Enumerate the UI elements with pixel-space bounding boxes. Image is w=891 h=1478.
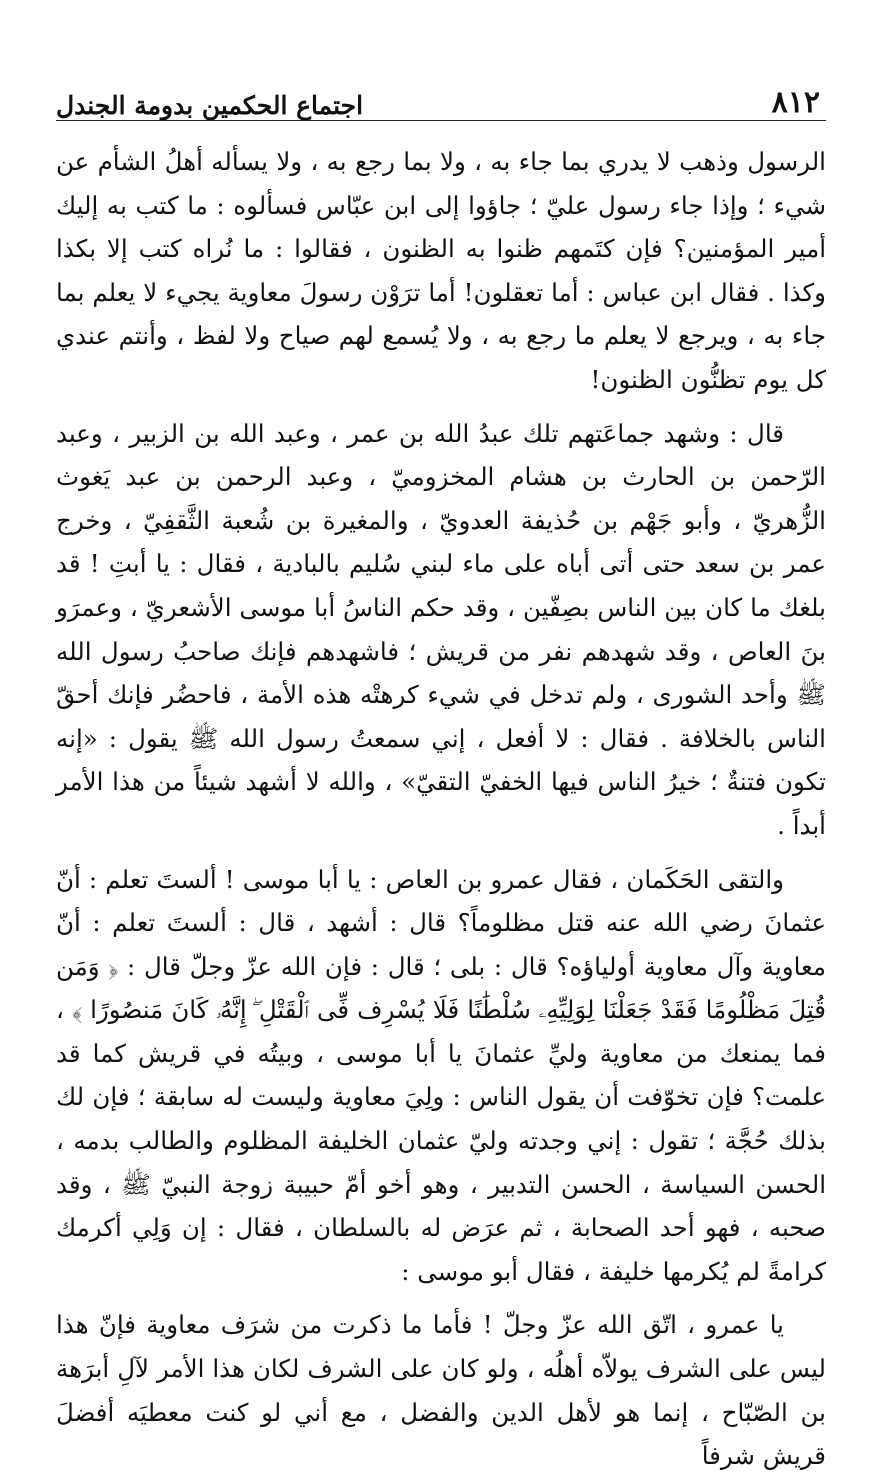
paragraph-gap: [56, 848, 826, 858]
running-title: اجتماع الحكمين بدومة الجندل: [56, 91, 364, 120]
paragraph-1: الرسول وذهب لا يدري بما جاء به ، ولا بما رجع به ، ولا يسأله أهلُ الشأم عن شيء ؛ وإذا جاء رسول عليّ ؛ جاؤوا إلى ابن عبّاس فسألوه : ما كتب به إليك أمير المؤمنين؟ فإن كتَمهم ظنوا به الظنون ، فقالوا : ما نُراه كتب إلا بكذا وكذا . فقال ابن عباس : أما تعقلون! أما ترَوْن رسولَ معاوية يجيء لا يعلم بما جاء به ، ويرجع لا يعلم ما رجع به ، ولا يُسمع لهم صياح ولا لفظ ، وأنتم عندي كل يوم تظنُّون الظنون!: [56, 147, 826, 394]
paragraph-3: والتقى الحَكَمان ، فقال عمرو بن العاص : يا أبا موسى ! ألستَ تعلم : أنّ عثمانَ رضي الله عنه قتل مظلوماً؟ قال : أشهد ، قال : ألستَ تعلم : أنّ معاوية وآل معاوية أولياؤه؟ قال : بلى ؛ قال : فإن الله عزّ وجلّ قال : ﴿ وَمَن قُتِلَ مَظْلُومًا فَقَدْ جَعَلْنَا لِوَلِيِّهِۦ سُلْطَٰنًا فَلَا يُسْرِف فِّى ٱلْقَتْلِ ۖ إِنَّهُۥ كَانَ مَنصُورًا ﴾ ، فما يمنعك من معاوية وليِّ عثمانَ يا أبا موسى ، وبيتُه في قريش كما قد علمت؟ فإن تخوّفت أن يقول الناس : ولِيَ معاوية وليست له سابقة ؛ فإن لك بذلك حُجَّة ؛ تقول : إني وجدته وليّ عثمان الخليفة المظلوم والطالب بدمه ، الحسن السياسة ، الحسن التدبير ، وهو أخو أمّ حبيبة زوجة النبيّ ﷺ ، وقد صحبه ، فهو أحد الصحابة ، ثم عرَض له بالسلطان ، فقال : إن وَلِي أكرمك كرامةً لم يُكرمها خليفة ، فقال أبو موسى :: [56, 864, 826, 1286]
page-number: ٨١٢: [771, 85, 820, 120]
page-header: [56, 82, 820, 118]
page-body: [56, 140, 826, 1478]
paragraph-gap: [56, 402, 826, 412]
paragraph-2: قال : وشهد جماعَتهم تلك عبدُ الله بن عمر ، وعبد الله بن الزبير ، وعبد الرّحمن بن الحارث بن هشام المخزوميّ ، وعبد الرحمن بن عبد يَغوث الزُّهريّ ، وأبو جَهْم بن حُذيفة العدويّ ، والمغيرة بن شُعبة الثَّقفِيّ ، وخرج عمر بن سعد حتى أتى أباه على ماء لبني سُليم بالبادية ، فقال : يا أبتِ ! قد بلغك ما كان بين الناس بصِفّين ، وقد حكم الناسُ أبا موسى الأشعريّ ، وعمرَو بنَ العاص ، وقد شهدهم نفر من قريش ؛ فاشهدهم فإنك صاحبُ رسول الله ﷺ وأحد الشورى ، ولم تدخل في شيء كرهتْه هذه الأمة ، فاحضُر فإنك أحقّ الناس بالخلافة . فقال : لا أفعل ، إني سمعتُ رسول الله ﷺ يقول : «إنه تكون فتنةٌ ؛ خيرُ الناس فيها الخفيّ التقيّ» ، والله لا أشهد شيئاً من هذا الأمر أبداً .: [56, 418, 826, 840]
paragraph-4: يا عمرو ، اتّق الله عزّ وجلّ ! فأما ما ذكرت من شرَف معاوية فإنّ هذا ليس على الشرف يولاّه أهلُه ، ولو كان على الشرف لكان هذا الأمر لآلِ أبرَهة بن الصّبّاح ، إنما هو لأهل الدين والفضل ، مع أني لو كنت معطيَه أفضلَ قريش شرفاً: [56, 1310, 826, 1471]
header-rule: [56, 120, 826, 121]
paragraph-gap: [56, 1293, 826, 1303]
